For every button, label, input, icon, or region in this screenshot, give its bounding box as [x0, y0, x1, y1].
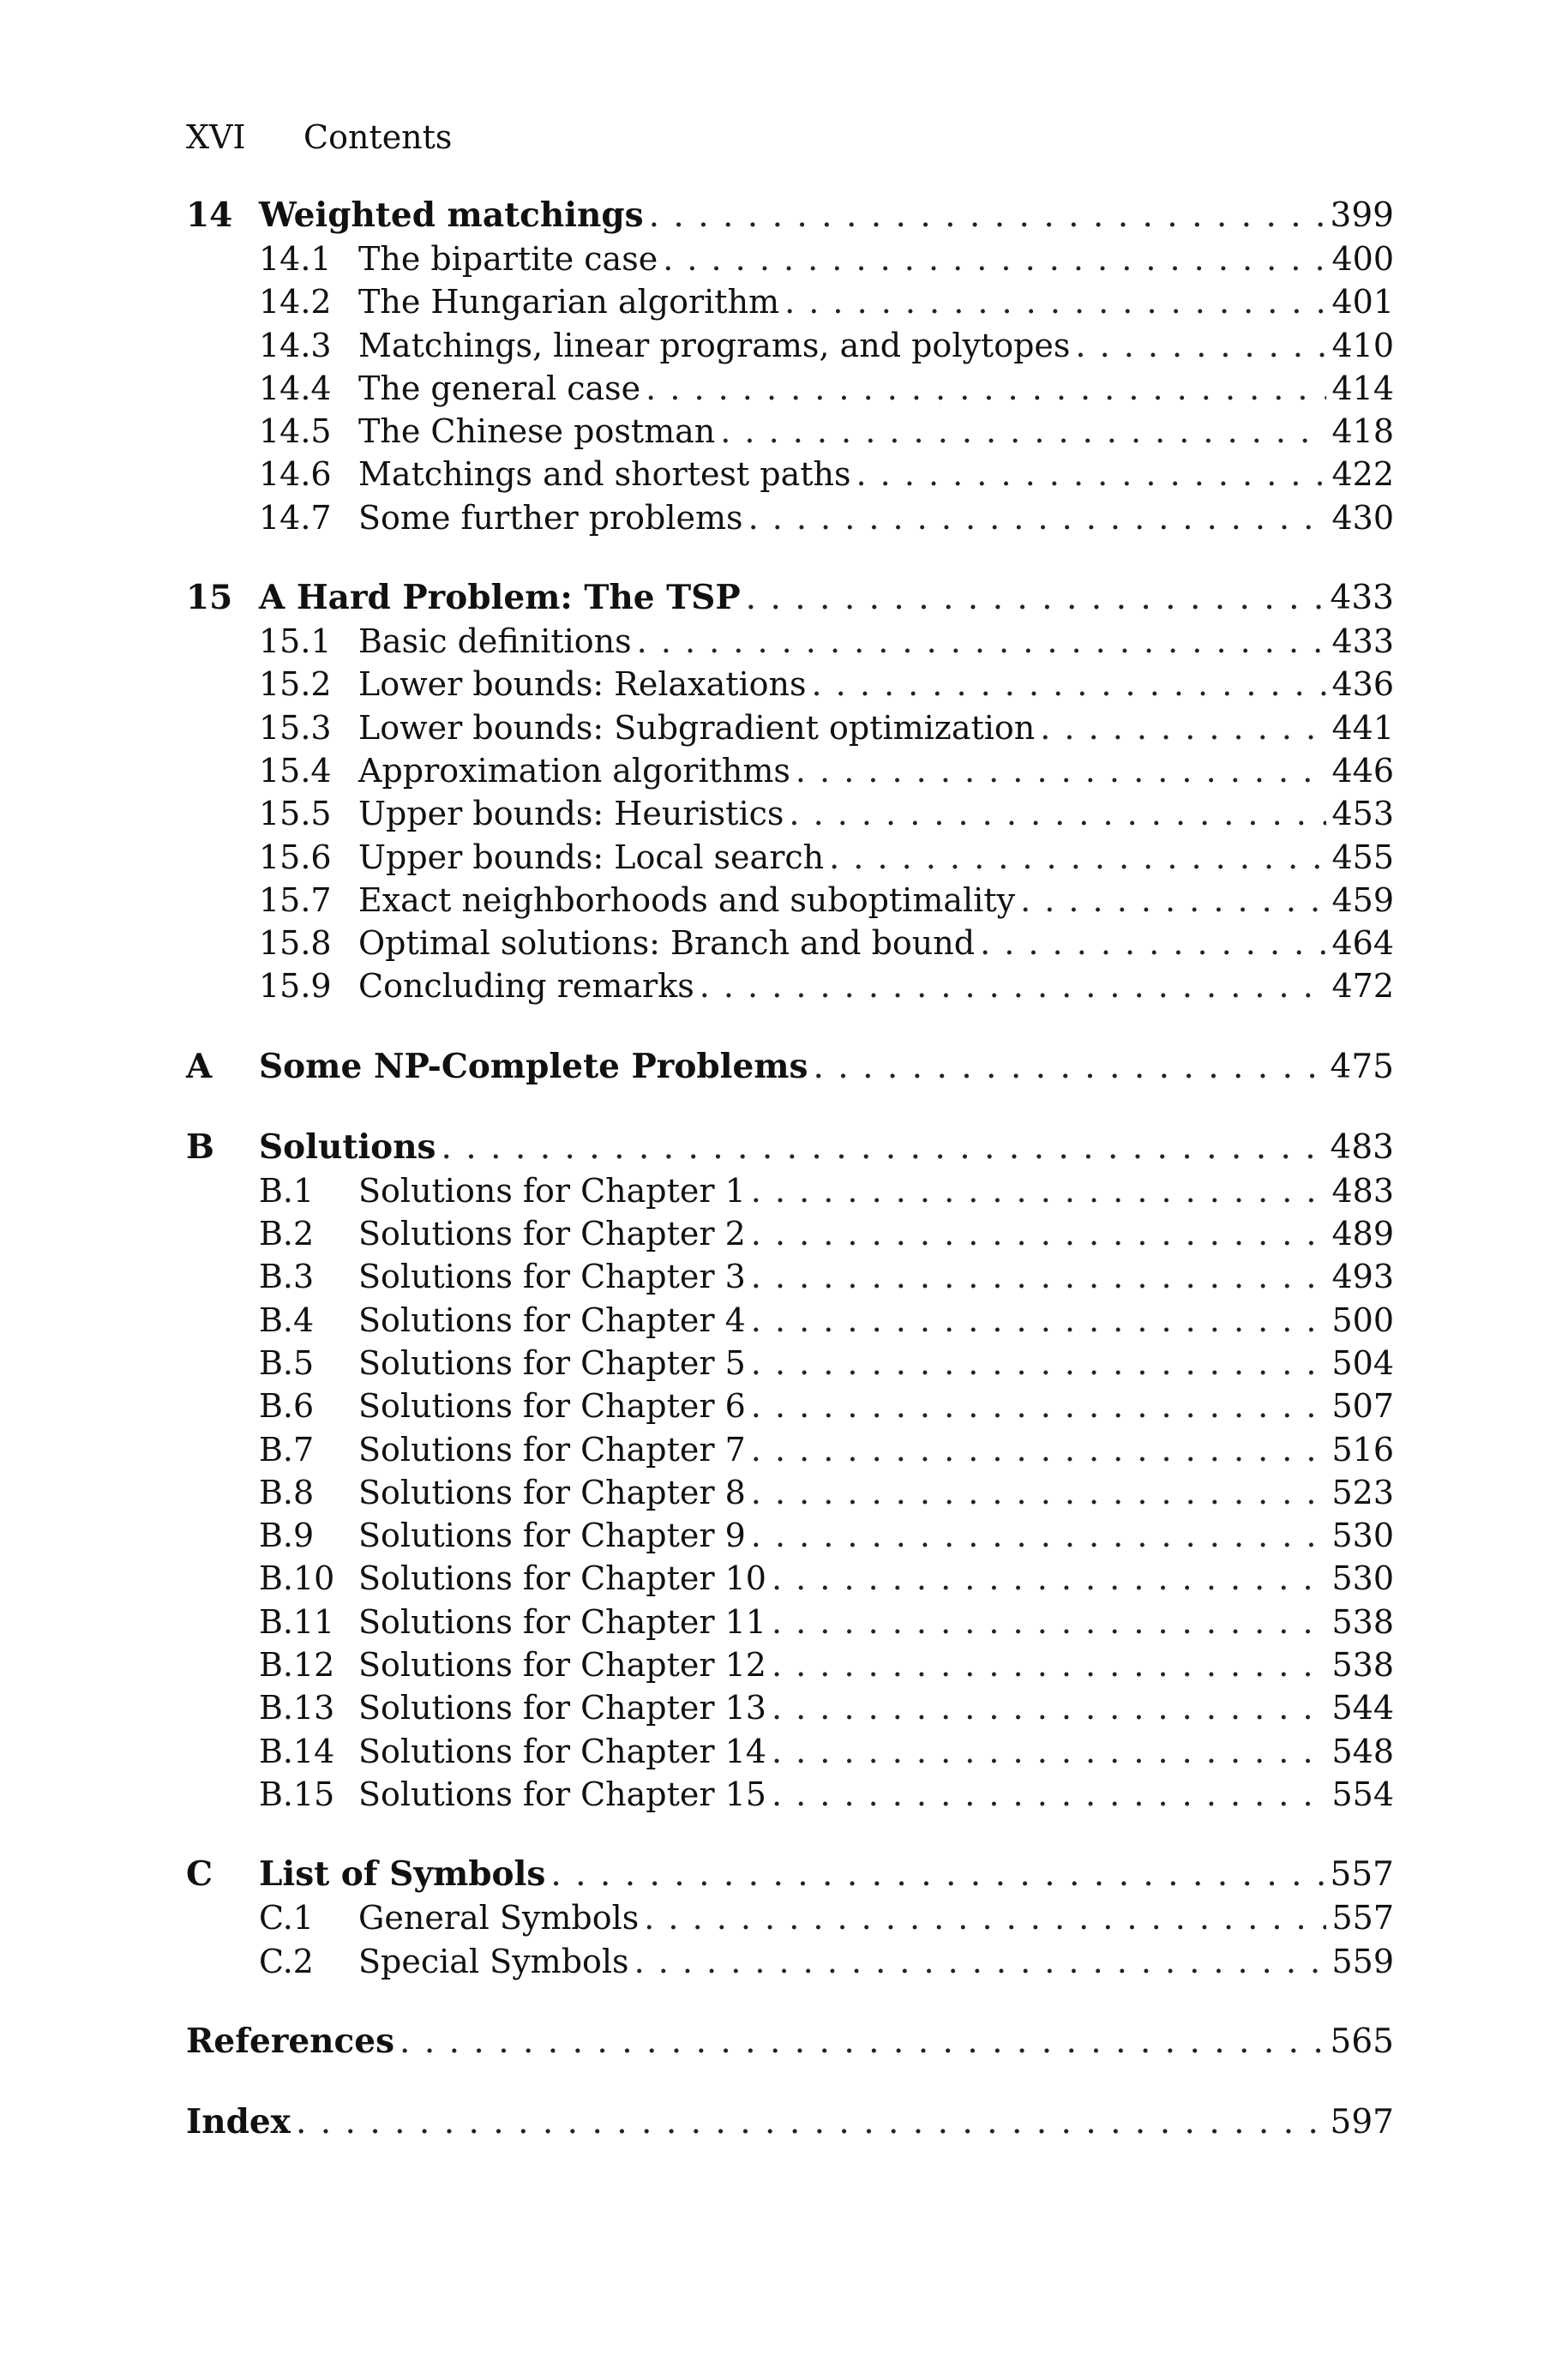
dot-leader [751, 1255, 1327, 1298]
section-number: 15.4 [259, 751, 332, 790]
section-page-number: 430 [1331, 498, 1394, 537]
toc-section-entry[interactable] [186, 324, 1394, 367]
section-title: Solutions for Chapter 11 [358, 1602, 766, 1641]
dot-leader [812, 663, 1327, 706]
section-number: 15.6 [259, 838, 332, 876]
dot-leader [751, 1471, 1327, 1514]
section-title: Solutions for Chapter 9 [358, 1517, 746, 1555]
toc-section-entry[interactable] [186, 496, 1394, 539]
section-title: Solutions for Chapter 14 [358, 1732, 766, 1770]
section-number: B.8 [259, 1473, 315, 1511]
section-page-number: 472 [1331, 967, 1394, 1006]
running-head [186, 118, 452, 156]
toc-section-entry[interactable] [186, 1773, 1394, 1816]
section-title: The bipartite case [358, 240, 658, 278]
section-title: Approximation algorithms [358, 751, 790, 790]
section-page-number: 507 [1331, 1387, 1394, 1426]
dot-leader [644, 1896, 1326, 1939]
dot-leader [296, 2100, 1325, 2145]
dot-leader [746, 576, 1325, 621]
section-title: Some further problems [358, 498, 743, 537]
section-page-number: 418 [1331, 412, 1394, 451]
dot-leader [400, 2020, 1325, 2064]
section-title: Solutions for Chapter 13 [358, 1689, 766, 1727]
section-page-number: 559 [1331, 1942, 1394, 1980]
toc-section-entry[interactable] [186, 1896, 1394, 1939]
dot-leader [784, 280, 1326, 323]
toc-section-entry[interactable] [186, 1557, 1394, 1600]
section-page-number: 538 [1331, 1646, 1394, 1685]
section-number: 14.3 [259, 326, 332, 364]
section-number: 15.2 [259, 665, 332, 704]
toc-chapter-entry[interactable] [186, 1125, 1394, 1169]
dot-leader [550, 1853, 1325, 1897]
chapter-block [186, 575, 1394, 1008]
section-title: Upper bounds: Heuristics [358, 795, 784, 833]
section-page-number: 530 [1331, 1559, 1394, 1598]
toc-section-entry[interactable] [186, 1686, 1394, 1729]
chapter-title: List of Symbols [259, 1854, 546, 1895]
dot-leader [772, 1686, 1327, 1729]
chapter-title: Solutions [259, 1126, 436, 1167]
toc-section-entry[interactable] [186, 410, 1394, 453]
dot-leader [751, 1169, 1327, 1212]
toc-section-entry[interactable] [186, 453, 1394, 496]
dot-leader [751, 1212, 1327, 1255]
section-page-number: 453 [1331, 795, 1394, 833]
chapter-number: 14 [186, 195, 233, 235]
dot-leader [980, 922, 1326, 964]
dot-leader [649, 194, 1325, 238]
section-title: Solutions for Chapter 4 [358, 1301, 746, 1339]
chapter-title: Some NP-Complete Problems [259, 1046, 808, 1086]
chapter-number: B [186, 1126, 214, 1167]
section-number: B.15 [259, 1775, 335, 1813]
toc-section-entry[interactable] [186, 367, 1394, 410]
section-page-number: 557 [1331, 1899, 1394, 1937]
toc-section-entry[interactable] [186, 1169, 1394, 1212]
dot-leader [796, 749, 1327, 792]
section-page-number: 493 [1331, 1258, 1394, 1296]
section-page-number: 410 [1331, 326, 1394, 364]
section-page-number: 400 [1331, 240, 1394, 278]
chapter-page-number: 399 [1330, 196, 1394, 235]
dot-leader [748, 496, 1327, 539]
chapter-page-number: 557 [1330, 1855, 1394, 1895]
section-page-number: 459 [1331, 880, 1394, 919]
section-number: B.2 [259, 1215, 315, 1253]
dot-leader [772, 1601, 1327, 1643]
section-title: The general case [358, 369, 641, 407]
chapter-title: Weighted matchings [259, 195, 644, 235]
toc-section-entry[interactable] [186, 792, 1394, 835]
section-page-number: 544 [1331, 1689, 1394, 1727]
toc-chapter-entry[interactable] [186, 193, 1394, 237]
section-number: B.13 [259, 1689, 335, 1727]
dot-leader [772, 1730, 1327, 1773]
backmatter-page-number: 597 [1330, 2102, 1394, 2142]
chapter-block [186, 193, 1394, 539]
toc-backmatter-entry[interactable] [186, 2100, 1394, 2144]
toc-section-entry[interactable] [186, 280, 1394, 323]
toc-section-entry[interactable] [186, 1342, 1394, 1385]
toc-section-entry[interactable] [186, 1730, 1394, 1773]
section-number: B.14 [259, 1732, 335, 1770]
section-title: Optimal solutions: Branch and bound [358, 924, 976, 963]
page-number: XVI [186, 118, 246, 156]
toc-section-entry[interactable] [186, 237, 1394, 280]
section-number: 14.2 [259, 283, 332, 321]
dot-leader [700, 964, 1327, 1007]
dot-leader [751, 1428, 1327, 1471]
toc-chapter-entry[interactable] [186, 1852, 1394, 1896]
section-title: Exact neighborhoods and suboptimality [358, 880, 1016, 919]
chapter-block [186, 1044, 1394, 1089]
section-page-number: 538 [1331, 1602, 1394, 1641]
running-title: Contents [303, 118, 453, 156]
section-number: B.7 [259, 1430, 315, 1469]
toc-section-entry[interactable] [186, 1514, 1394, 1557]
toc-section-entry[interactable] [186, 1212, 1394, 1255]
toc-section-entry[interactable] [186, 1940, 1394, 1983]
section-number: 15.7 [259, 880, 332, 919]
section-number: 14.6 [259, 455, 332, 494]
table-of-contents [186, 193, 1394, 2180]
section-title: Matchings, linear programs, and polytopes [358, 326, 1071, 364]
section-number: B.1 [259, 1171, 315, 1210]
section-title: Special Symbols [358, 1942, 629, 1980]
section-number: 15.5 [259, 795, 332, 833]
dot-leader [720, 410, 1326, 453]
backmatter-block [186, 2019, 1394, 2064]
toc-section-entry[interactable] [186, 1255, 1394, 1298]
dot-leader [772, 1773, 1327, 1816]
chapter-page-number: 475 [1330, 1047, 1394, 1086]
section-page-number: 483 [1331, 1171, 1394, 1210]
dot-leader [1040, 706, 1326, 749]
dot-leader [751, 1385, 1327, 1427]
section-number: 14.5 [259, 412, 332, 451]
toc-section-entry[interactable] [186, 749, 1394, 792]
section-page-number: 530 [1331, 1517, 1394, 1555]
section-number: B.3 [259, 1258, 315, 1296]
section-title: General Symbols [358, 1899, 640, 1937]
section-number: 15.8 [259, 924, 332, 963]
section-page-number: 489 [1331, 1215, 1394, 1253]
section-number: 14.7 [259, 498, 332, 537]
section-title: Lower bounds: Subgradient optimization [358, 708, 1036, 747]
toc-chapter-entry[interactable] [186, 1044, 1394, 1089]
dot-leader [814, 1045, 1325, 1090]
dot-leader [772, 1557, 1327, 1600]
dot-leader [856, 453, 1327, 496]
section-number: C.2 [259, 1942, 314, 1980]
section-title: Basic definitions [358, 622, 632, 661]
toc-section-entry[interactable] [186, 706, 1394, 749]
section-title: Lower bounds: Relaxations [358, 665, 807, 704]
section-page-number: 504 [1331, 1343, 1394, 1382]
toc-section-entry[interactable] [186, 879, 1394, 922]
section-title: Solutions for Chapter 8 [358, 1473, 746, 1511]
dot-leader [751, 1299, 1327, 1342]
section-title: The Chinese postman [358, 412, 716, 451]
dot-leader [1020, 879, 1326, 922]
backmatter-title: References [186, 2021, 395, 2061]
dot-leader [646, 367, 1326, 410]
section-number: B.9 [259, 1517, 315, 1555]
backmatter-title: Index [186, 2101, 291, 2142]
section-title: Solutions for Chapter 6 [358, 1387, 746, 1426]
chapter-number: C [186, 1854, 213, 1895]
section-title: Solutions for Chapter 7 [358, 1430, 746, 1469]
section-page-number: 446 [1331, 751, 1394, 790]
section-page-number: 464 [1331, 924, 1394, 963]
backmatter-block [186, 2100, 1394, 2144]
toc-section-entry[interactable] [186, 620, 1394, 663]
section-title: Solutions for Chapter 5 [358, 1343, 746, 1382]
dot-leader [751, 1342, 1327, 1385]
chapter-number: 15 [186, 578, 233, 618]
section-number: 15.3 [259, 708, 332, 747]
section-number: B.6 [259, 1387, 315, 1426]
chapter-page-number: 433 [1330, 579, 1394, 618]
dot-leader [751, 1514, 1327, 1557]
section-title: Upper bounds: Local search [358, 838, 825, 876]
section-title: Solutions for Chapter 12 [358, 1646, 766, 1685]
section-page-number: 401 [1331, 283, 1394, 321]
section-page-number: 441 [1331, 708, 1394, 747]
section-title: Solutions for Chapter 10 [358, 1559, 766, 1598]
toc-section-entry[interactable] [186, 922, 1394, 964]
toc-section-entry[interactable] [186, 1299, 1394, 1342]
chapter-block [186, 1125, 1394, 1816]
section-title: The Hungarian algorithm [358, 283, 780, 321]
section-page-number: 436 [1331, 665, 1394, 704]
section-page-number: 523 [1331, 1473, 1394, 1511]
section-title: Solutions for Chapter 2 [358, 1215, 746, 1253]
section-title: Matchings and shortest paths [358, 455, 851, 494]
section-page-number: 516 [1331, 1430, 1394, 1469]
section-page-number: 433 [1331, 622, 1394, 661]
section-number: 14.1 [259, 240, 332, 278]
chapter-title: A Hard Problem: The TSP [259, 578, 741, 618]
section-page-number: 548 [1331, 1732, 1394, 1770]
chapter-number: A [186, 1046, 213, 1086]
toc-section-entry[interactable] [186, 663, 1394, 706]
dot-leader [829, 836, 1326, 879]
section-number: B.10 [259, 1559, 335, 1598]
dot-leader [789, 792, 1326, 835]
toc-section-entry[interactable] [186, 1471, 1394, 1514]
section-number: 14.4 [259, 369, 332, 407]
backmatter-page-number: 565 [1330, 2022, 1394, 2061]
toc-section-entry[interactable] [186, 1643, 1394, 1686]
section-page-number: 414 [1331, 369, 1394, 407]
section-title: Concluding remarks [358, 967, 694, 1006]
section-number: B.4 [259, 1301, 315, 1339]
toc-chapter-entry[interactable] [186, 575, 1394, 620]
toc-section-entry[interactable] [186, 836, 1394, 879]
section-number: B.12 [259, 1646, 335, 1685]
section-page-number: 500 [1331, 1301, 1394, 1339]
chapter-page-number: 483 [1330, 1127, 1394, 1167]
dot-leader [637, 620, 1327, 663]
toc-section-entry[interactable] [186, 1601, 1394, 1643]
section-number: B.11 [259, 1602, 335, 1641]
section-page-number: 422 [1331, 455, 1394, 494]
section-title: Solutions for Chapter 3 [358, 1258, 746, 1296]
dot-leader [663, 237, 1326, 280]
section-title: Solutions for Chapter 1 [358, 1171, 746, 1210]
section-number: C.1 [259, 1899, 314, 1937]
dot-leader [772, 1643, 1327, 1686]
section-number: 15.1 [259, 622, 332, 661]
dot-leader [442, 1126, 1325, 1170]
toc-backmatter-entry[interactable] [186, 2019, 1394, 2064]
dot-leader [1075, 324, 1326, 367]
toc-section-entry[interactable] [186, 1428, 1394, 1471]
section-number: B.5 [259, 1343, 315, 1382]
section-title: Solutions for Chapter 15 [358, 1775, 766, 1813]
section-page-number: 455 [1331, 838, 1394, 876]
section-page-number: 554 [1331, 1775, 1394, 1813]
section-number: 15.9 [259, 967, 332, 1006]
toc-section-entry[interactable] [186, 964, 1394, 1007]
chapter-block [186, 1852, 1394, 1983]
toc-section-entry[interactable] [186, 1385, 1394, 1427]
dot-leader [634, 1940, 1327, 1983]
